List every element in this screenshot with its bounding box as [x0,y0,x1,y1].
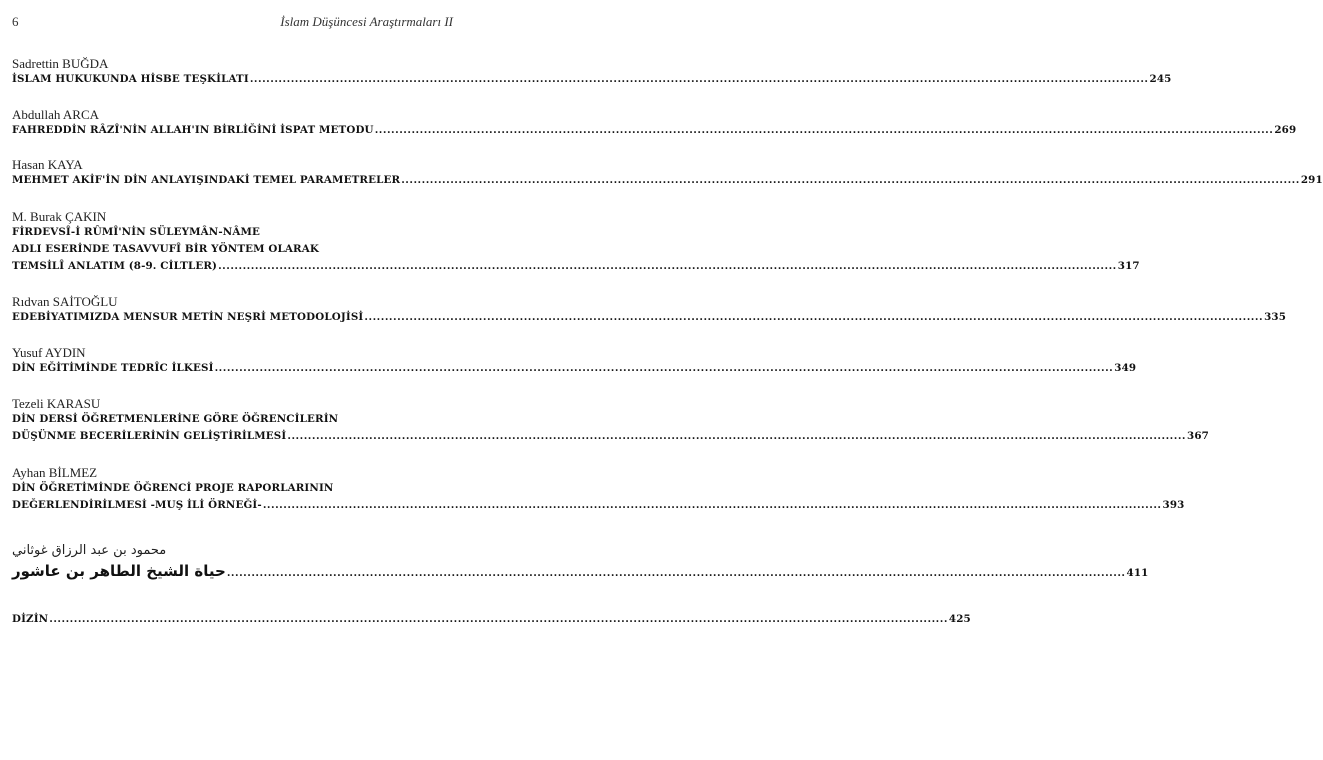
toc-entry-arabic [12,542,1149,584]
dot-leader: ............................................................................................................................................................................................................................ [249,73,1149,85]
entry-title-text: DEĞERLENDİRİLMESİ -MUŞ İLİ ÖRNEĞİ- [12,499,262,511]
entry-author: Ayhan BİLMEZ [12,465,98,480]
entry-author: Tezeli KARASU [12,396,101,411]
entry-title-line[interactable] [12,309,1287,326]
running-header [12,14,453,30]
entry-title-page-number: 393 [1162,499,1185,511]
entry-title-line[interactable] [12,428,1209,445]
entry-title-page-number: 291 [1300,174,1323,186]
entry-title-page-number: 349 [1114,362,1137,374]
index-page-number: 425 [948,613,971,625]
dot-leader: ............................................................................................................................................................................................................................ [364,311,1264,323]
entry-title-line[interactable] [12,172,1323,189]
entry-title-text: FAHREDDİN RÂZÎ'NİN ALLAH'IN BİRLİĞİNİ İSPAT METODU [12,124,374,136]
entry-title-line[interactable] [12,122,1297,139]
entry-title-text: حياة الشيخ الطاهر بن عاشور [12,562,226,580]
toc-entry [12,465,1185,514]
entry-author: Abdullah ARCA [12,107,100,122]
entry-author: محمود بن عبد الرزاق غوثاني [12,543,167,558]
dot-leader: ............................................................................................................................................................................................................................ [214,362,1114,374]
toc-entry [12,396,1209,445]
dot-leader: ............................................................................................................................................................................................................................ [226,567,1126,579]
entry-title-text: İSLAM HUKUKUNDA HİSBE TEŞKİLATI [12,73,249,85]
entry-title-line: FİRDEVSÎ-İ RÛMÎ'NİN SÜLEYMÂN-NÂME [12,226,261,238]
toc-entry [12,294,1287,326]
entry-title-line[interactable] [12,560,1149,584]
entry-title-line: DİN DERSİ ÖĞRETMENLERİNE GÖRE ÖĞRENCİLERİN [12,413,339,425]
entry-title-line[interactable] [12,71,1172,88]
entry-title-page-number: 317 [1117,260,1140,272]
entry-author: Yusuf AYDIN [12,345,86,360]
toc-entry [12,107,1297,139]
entry-title-page-number: 245 [1149,73,1172,85]
toc-entry [12,345,1137,377]
running-title: İslam Düşüncesi Araştırmaları II [280,14,453,29]
toc-entry [12,56,1172,88]
entry-title-line: ADLI ESERİNDE TASAVVUFÎ BİR YÖNTEM OLARAK [12,243,320,255]
toc-entry [12,209,1140,275]
entry-title-text: DİN EĞİTİMİNDE TEDRÎC İLKESİ [12,362,214,374]
entry-title-text: TEMSİLÎ ANLATIM (8-9. CİLTLER) [12,260,218,272]
entry-author: Rıdvan SAİTOĞLU [12,294,118,309]
entry-title-line[interactable] [12,497,1185,514]
entry-title-page-number: 411 [1126,567,1149,579]
toc-entry-index [12,611,971,628]
dot-leader: ............................................................................................................................................................................................................................ [401,174,1300,186]
entry-title-page-number: 367 [1187,430,1209,442]
entry-title-page-number: 269 [1274,124,1297,136]
entry-title-line: DİN ÖĞRETİMİNDE ÖĞRENCİ PROJE RAPORLARININ [12,482,334,494]
page-number: 6 [12,14,19,29]
dot-leader: ............................................................................................................................................................................................................................ [49,613,948,625]
toc-entry [12,157,1323,189]
dot-leader: ............................................................................................................................................................................................................................ [218,260,1117,272]
dot-leader: ............................................................................................................................................................................................................................ [262,499,1162,511]
entry-author: Sadrettin BUĞDA [12,56,109,71]
entry-title-text: DÜŞÜNME BECERİLERİNİN GELİŞTİRİLMESİ [12,430,287,442]
entry-author: Hasan KAYA [12,157,83,172]
entry-title-text: EDEBİYATIMIZDA MENSUR METİN NEŞRİ METODOLOJİSİ [12,311,364,323]
index-line[interactable] [12,611,971,628]
entry-title-line[interactable] [12,258,1140,275]
entry-title-page-number: 335 [1264,311,1287,323]
entry-author: M. Burak ÇAKIN [12,209,107,224]
index-text: DİZİN [12,613,49,625]
entry-title-text: MEHMET AKİF'İN DİN ANLAYIŞINDAKİ TEMEL PARAMETRELER [12,174,401,186]
dot-leader: ............................................................................................................................................................................................................................ [374,124,1274,136]
dot-leader: ............................................................................................................................................................................................................................ [287,430,1187,442]
entry-title-line[interactable] [12,360,1137,377]
